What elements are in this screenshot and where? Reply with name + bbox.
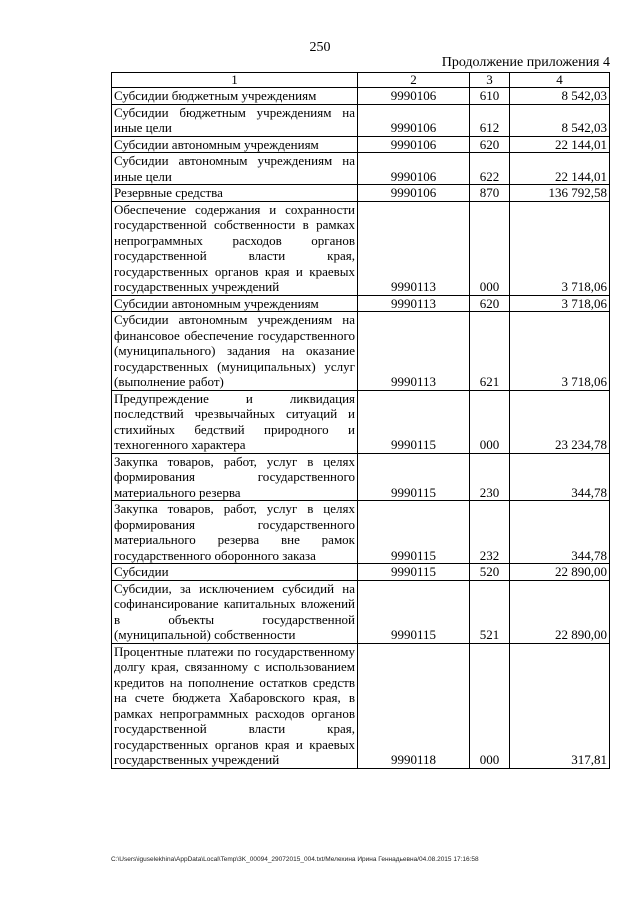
row-expense-type: 622 xyxy=(470,153,510,185)
row-amount: 22 890,00 xyxy=(510,580,610,643)
row-target-code: 9990106 xyxy=(358,153,470,185)
column-header-expense-type: 3 xyxy=(470,73,510,88)
row-expense-type: 000 xyxy=(470,390,510,453)
row-amount: 8 542,03 xyxy=(510,104,610,136)
row-name: Субсидии автономным учреждениям на иные цели xyxy=(112,153,358,185)
row-name: Субсидии бюджетным учреждениям xyxy=(112,88,358,105)
row-expense-type: 620 xyxy=(470,295,510,312)
row-amount: 3 718,06 xyxy=(510,312,610,391)
row-name: Процентные платежи по государственному долгу края, связанному с использованием кредитов на пополнение остатков средств на счете бюджета Хабаровского края, в рамках непрограммных расходов органов государственной власти края, государственных органов края и краевых государственных учреждений xyxy=(112,643,358,768)
row-expense-type: 620 xyxy=(470,136,510,153)
row-expense-type: 232 xyxy=(470,501,510,564)
table-row xyxy=(112,453,610,501)
row-expense-type: 230 xyxy=(470,453,510,501)
column-header-amount: 4 xyxy=(510,73,610,88)
row-expense-type: 870 xyxy=(470,185,510,202)
row-amount: 344,78 xyxy=(510,501,610,564)
row-expense-type: 621 xyxy=(470,312,510,391)
row-name: Обеспечение содержания и сохранности государственной собственности в рамках непрограммных расходов органов государственной власти края, государственных органов края и краевых государственных учреждений xyxy=(112,201,358,295)
row-target-code: 9990115 xyxy=(358,390,470,453)
table-row xyxy=(112,312,610,391)
table-row xyxy=(112,643,610,768)
row-target-code: 9990106 xyxy=(358,104,470,136)
row-target-code: 9990115 xyxy=(358,501,470,564)
row-target-code: 9990106 xyxy=(358,88,470,105)
row-amount: 3 718,06 xyxy=(510,201,610,295)
row-amount: 23 234,78 xyxy=(510,390,610,453)
table-row xyxy=(112,185,610,202)
row-expense-type: 000 xyxy=(470,643,510,768)
budget-table xyxy=(111,72,610,769)
row-name: Субсидии автономным учреждениям xyxy=(112,295,358,312)
row-target-code: 9990113 xyxy=(358,201,470,295)
row-name: Субсидии автономным учреждениям xyxy=(112,136,358,153)
table-row xyxy=(112,501,610,564)
row-amount: 22 144,01 xyxy=(510,153,610,185)
row-expense-type: 612 xyxy=(470,104,510,136)
row-name: Закупка товаров, работ, услуг в целях формирования государственного материального резерва вне рамок государственного оборонного заказа xyxy=(112,501,358,564)
row-amount: 22 144,01 xyxy=(510,136,610,153)
document-footer-path: C:\Users\iguselekhina\AppData\Local\Temp\3K_00094_29072015_004.txt/Мелехина Ирина Геннадьевна/04.08.2015 17:16:58 xyxy=(111,856,479,863)
page-number: 250 xyxy=(309,40,331,55)
row-target-code: 9990113 xyxy=(358,312,470,391)
row-target-code: 9990115 xyxy=(358,453,470,501)
column-header-code: 2 xyxy=(358,73,470,88)
table-row xyxy=(112,136,610,153)
row-amount: 136 792,58 xyxy=(510,185,610,202)
row-target-code: 9990113 xyxy=(358,295,470,312)
table-row xyxy=(112,580,610,643)
table-row xyxy=(112,390,610,453)
table-row xyxy=(112,201,610,295)
row-name: Субсидии, за исключением субсидий на софинансирование капитальных вложений в объекты государственной (муниципальной) собственности xyxy=(112,580,358,643)
row-name: Субсидии xyxy=(112,564,358,581)
row-name: Субсидии автономным учреждениям на финансовое обеспечение государственного (муниципального) задания на оказание государственных (муниципальных) услуг (выполнение работ) xyxy=(112,312,358,391)
row-amount: 22 890,00 xyxy=(510,564,610,581)
table-header-row xyxy=(112,73,610,88)
row-target-code: 9990118 xyxy=(358,643,470,768)
table-row xyxy=(112,88,610,105)
table-row xyxy=(112,295,610,312)
row-amount: 317,81 xyxy=(510,643,610,768)
row-amount: 344,78 xyxy=(510,453,610,501)
table-row xyxy=(112,104,610,136)
row-amount: 3 718,06 xyxy=(510,295,610,312)
row-name: Резервные средства xyxy=(112,185,358,202)
row-target-code: 9990115 xyxy=(358,580,470,643)
table-row xyxy=(112,564,610,581)
row-amount: 8 542,03 xyxy=(510,88,610,105)
appendix-continuation-label: Продолжение приложения 4 xyxy=(441,55,610,70)
row-target-code: 9990106 xyxy=(358,136,470,153)
row-target-code: 9990115 xyxy=(358,564,470,581)
row-expense-type: 521 xyxy=(470,580,510,643)
row-expense-type: 000 xyxy=(470,201,510,295)
row-target-code: 9990106 xyxy=(358,185,470,202)
table-row xyxy=(112,153,610,185)
row-name: Субсидии бюджетным учреждениям на иные цели xyxy=(112,104,358,136)
row-expense-type: 610 xyxy=(470,88,510,105)
row-expense-type: 520 xyxy=(470,564,510,581)
row-name: Предупреждение и ликвидация последствий чрезвычайных ситуаций и стихийных бедствий природного и техногенного характера xyxy=(112,390,358,453)
column-header-name: 1 xyxy=(112,73,358,88)
row-name: Закупка товаров, работ, услуг в целях формирования государственного материального резерва xyxy=(112,453,358,501)
